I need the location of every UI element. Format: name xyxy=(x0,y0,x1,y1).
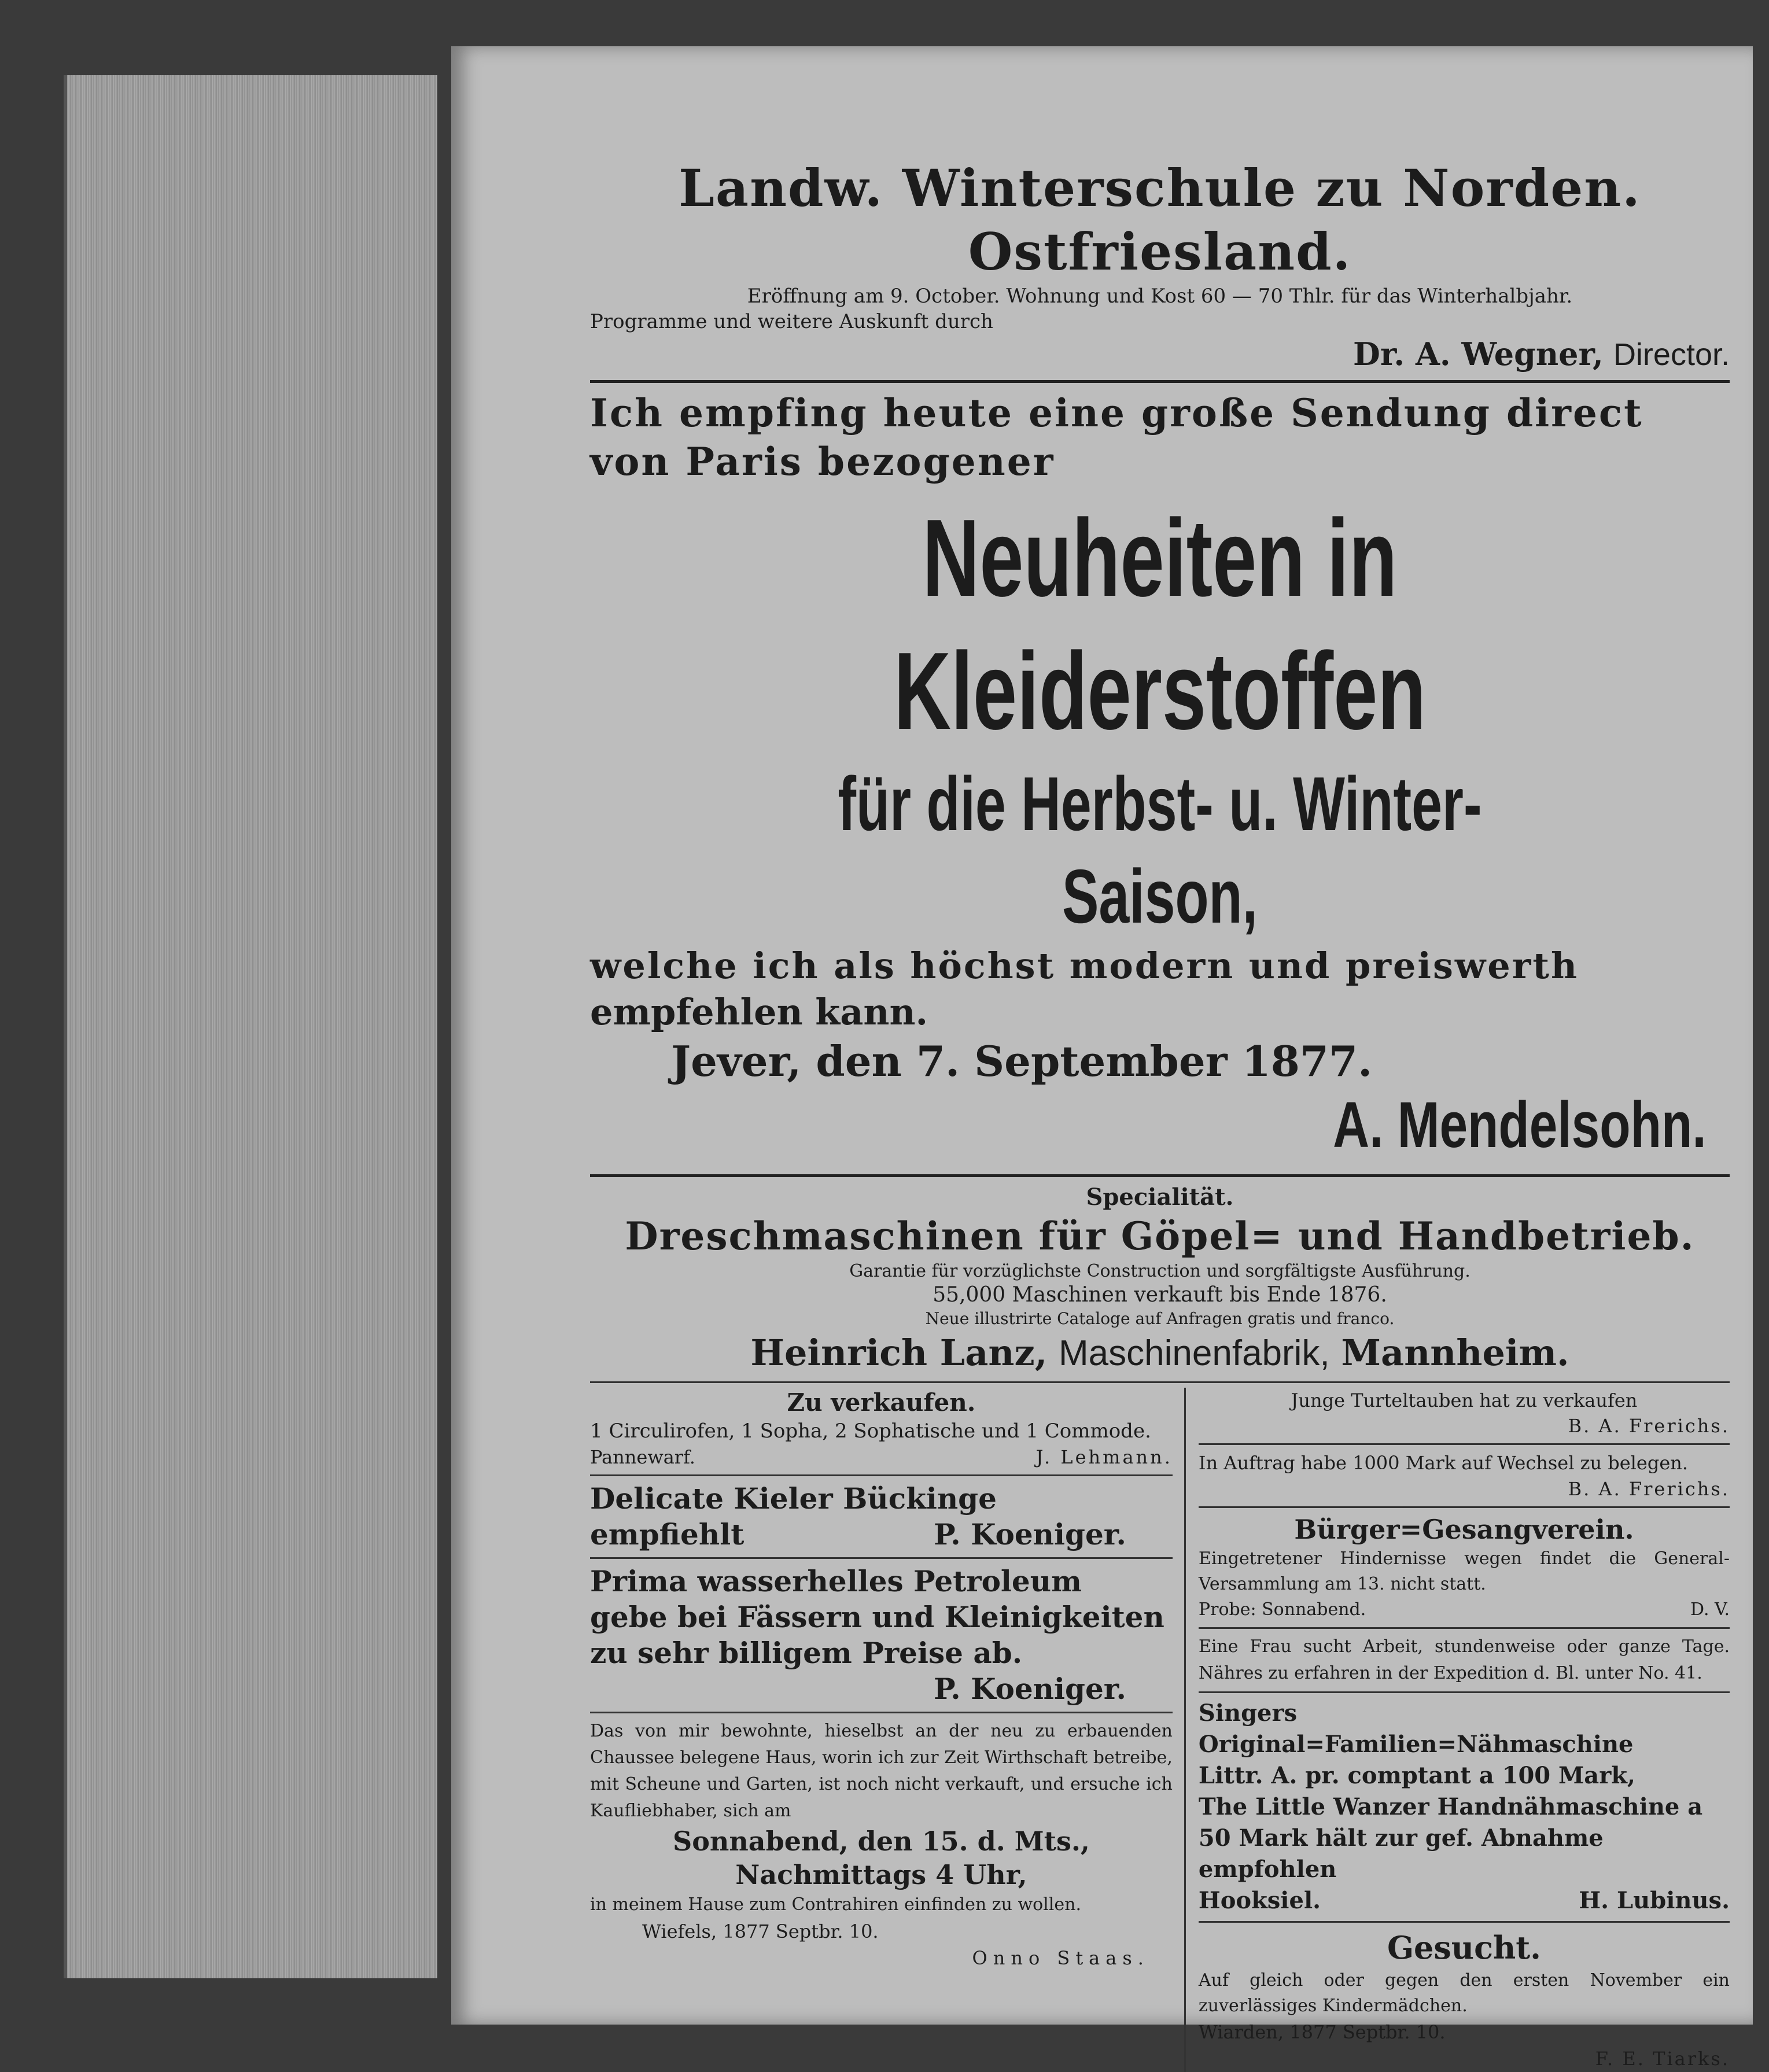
choir-probe: Probe: Sonnabend. xyxy=(1198,1599,1366,1620)
singer-line1: Singers Original=Familien=Nähmaschine xyxy=(1198,1699,1634,1758)
ad-mendelsohn-subheadline: für die Herbst- u. Winter-Saison, xyxy=(838,761,1482,939)
classifieds-right-column xyxy=(1184,1388,1730,2072)
ad-winterschule-line2: Programme und weitere Auskunft durch xyxy=(590,310,993,333)
kieler-title: Delicate Kieler Bückinge xyxy=(590,1481,997,1516)
divider xyxy=(1199,1691,1730,1693)
ad-lanz-line3: Neue illustrirte Cataloge auf Anfragen gratis und franco. xyxy=(925,1309,1395,1328)
petrol-line3: zu sehr billigem Preise ab. xyxy=(590,1636,1023,1670)
divider xyxy=(590,1712,1173,1713)
divider xyxy=(590,1174,1730,1177)
ad-mendelsohn-body1: welche ich als höchst modern und preiswerth xyxy=(590,945,1579,987)
divider xyxy=(1199,1443,1730,1445)
ad-lanz-headline: Dreschmaschinen für Göpel= und Handbetrieb. xyxy=(625,1214,1695,1259)
ad-lanz-firm: Heinrich Lanz, xyxy=(750,1332,1048,1374)
house-signer: Onno Staas. xyxy=(972,1947,1149,1969)
ad-lanz-city: Mannheim. xyxy=(1341,1332,1569,1374)
ad-mendelsohn-dateline: Jever, den 7. September 1877. xyxy=(671,1037,1373,1086)
wanted-title: Gesucht. xyxy=(1387,1929,1541,1966)
book-page-edges xyxy=(64,75,437,1978)
divider xyxy=(590,1474,1173,1476)
ad-mendelsohn-intro2: von Paris bezogener xyxy=(590,439,1055,484)
ad-lanz-kicker: Specialität. xyxy=(1086,1184,1234,1211)
divider xyxy=(590,380,1730,383)
ad-mendelsohn-body2: empfehlen kann. xyxy=(590,991,928,1033)
wanted-body: Auf gleich oder gegen den ersten November ein zuverlässiges Kindermädchen. xyxy=(1198,1970,1730,2016)
house-date1: Sonnabend, den 15. d. Mts., xyxy=(673,1826,1090,1857)
divider xyxy=(590,1381,1730,1383)
house-body2: in meinem Hause zum Contrahiren einfinden zu wollen. xyxy=(590,1894,1081,1915)
sale-body: 1 Circulirofen, 1 Sopha, 2 Sophatische und 1 Commode. xyxy=(590,1420,1151,1443)
ad-winterschule-headline: Landw. Winterschule zu Norden. Ostfriesland. xyxy=(679,158,1641,282)
sale-title: Zu verkaufen. xyxy=(787,1388,976,1417)
ad-lanz-line2: 55,000 Maschinen verkauft bis Ende 1876. xyxy=(933,1283,1387,1307)
petrol-line2: gebe bei Fässern und Kleinigkeiten xyxy=(590,1600,1164,1634)
ad-winterschule-line1: Eröffnung am 9. October. Wohnung und Kost 60 — 70 Thlr. für das Winterhalbjahr. xyxy=(747,285,1573,308)
ad-lanz-firm-type: Maschinenfabrik, xyxy=(1059,1333,1330,1373)
choir-body: Eingetretener Hindernisse wegen findet die General-Versammlung am 13. nicht statt. xyxy=(1198,1549,1730,1594)
ad-lanz-line1: Garantie für vorzüglichste Construction und sorgfältigste Ausführung. xyxy=(849,1261,1471,1281)
ad-mendelsohn-intro1: Ich empfing heute eine große Sendung direct xyxy=(590,390,1643,436)
singer-line4: 50 Mark hält zur gef. Abnahme empfohlen xyxy=(1198,1824,1604,1883)
work-line: Eine Frau sucht Arbeit, stundenweise oder ganze Tage. Nähres zu erfahren in der Expedition d. Bl. unter No. 41. xyxy=(1198,1636,1730,1683)
wanted-place: Wiarden, 1877 Septbr. 10. xyxy=(1198,2021,1446,2043)
singer-signer: H. Lubinus. xyxy=(1579,1887,1730,1914)
loan-signer: B. A. Frerichs. xyxy=(1568,1478,1730,1500)
ad-mendelsohn-headline: Neuheiten in Kleiderstoffen xyxy=(894,497,1426,753)
page-content xyxy=(590,156,1730,2070)
choir-title: Bürger=Gesangverein. xyxy=(1294,1514,1634,1545)
choir-signer: D. V. xyxy=(1690,1599,1730,1620)
wanted-signer: F. E. Tiarks. xyxy=(1595,2048,1730,2070)
kieler-signer: P. Koeniger. xyxy=(933,1517,1126,1551)
ad-winterschule-signer-title: Director. xyxy=(1613,337,1730,372)
loan-line: In Auftrag habe 1000 Mark auf Wechsel zu belegen. xyxy=(1198,1452,1689,1474)
house-place: Wiefels, 1877 Septbr. 10. xyxy=(642,1920,879,1942)
ad-mendelsohn-signer: A. Mendelsohn. xyxy=(1333,1089,1707,1161)
ad-mendelsohn xyxy=(590,389,1730,1163)
petrol-signer: P. Koeniger. xyxy=(933,1672,1126,1706)
divider xyxy=(1199,1921,1730,1923)
ad-lanz xyxy=(590,1183,1730,1377)
divider xyxy=(590,1557,1173,1559)
doves-signer: B. A. Frerichs. xyxy=(1568,1415,1730,1437)
doves-line: Junge Turteltauben hat zu verkaufen xyxy=(1291,1389,1638,1411)
classifieds-left-column xyxy=(590,1388,1184,2072)
sale-signer: J. Lehmann. xyxy=(1035,1446,1173,1468)
ad-winterschule-signer: Dr. A. Wegner, xyxy=(1353,335,1604,373)
kieler-line: empfiehlt xyxy=(590,1517,745,1551)
house-body: Das von mir bewohnte, hieselbst an der neu zu erbauenden Chaussee belegene Haus, worin ich zur Zeit Wirthschaft betreibe, mit Scheune und Garten, ist noch nicht verkauft, und ersuche ich Kaufliebhaber, sich am xyxy=(590,1721,1173,1821)
singer-place: Hooksiel. xyxy=(1198,1887,1321,1914)
singer-line3: The Little Wanzer Handnähmaschine a xyxy=(1198,1793,1703,1820)
petrol-line1: Prima wasserhelles Petroleum xyxy=(590,1564,1082,1598)
divider xyxy=(1199,1506,1730,1508)
house-date2: Nachmittags 4 Uhr, xyxy=(735,1859,1027,1890)
classifieds-columns xyxy=(590,1388,1730,2072)
sale-place: Pannewarf. xyxy=(590,1446,695,1468)
ad-winterschule xyxy=(590,156,1730,374)
divider xyxy=(1199,1627,1730,1629)
singer-line2: Littr. A. pr. comptant a 100 Mark, xyxy=(1198,1762,1635,1789)
